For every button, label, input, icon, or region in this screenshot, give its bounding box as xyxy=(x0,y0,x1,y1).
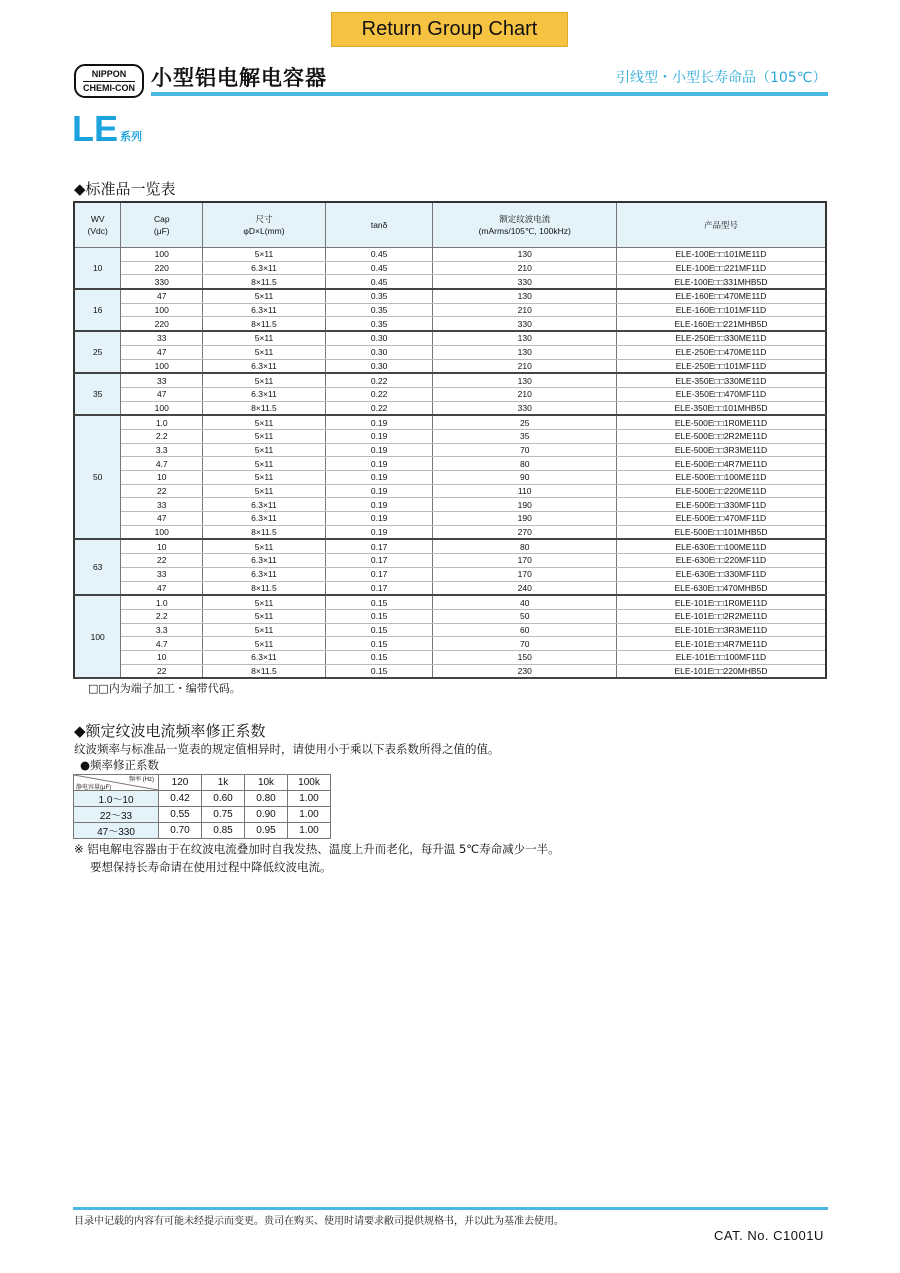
ripple-cell: 330 xyxy=(433,275,617,289)
freq-header-row xyxy=(74,775,331,791)
frequency-correction-table xyxy=(73,774,331,839)
part-number-cell: ELE-160E□□470ME11D xyxy=(616,289,826,303)
tan-cell: 0.17 xyxy=(325,567,433,581)
size-cell: 6.3×11 xyxy=(203,498,326,512)
cap-cell: 100 xyxy=(121,303,203,317)
freq-corner-cell xyxy=(74,775,159,791)
cap-cell: 33 xyxy=(121,567,203,581)
page-subtitle: 引线型・小型长寿命品（105℃） xyxy=(616,70,827,86)
freq-header: 1k xyxy=(202,775,245,791)
ripple-cell: 25 xyxy=(433,415,617,429)
cap-cell: 4.7 xyxy=(121,637,203,651)
tan-cell: 0.35 xyxy=(325,303,433,317)
freq-value: 0.55 xyxy=(159,807,202,823)
table-row xyxy=(74,581,826,595)
table-row xyxy=(74,554,826,568)
ripple-cell: 40 xyxy=(433,595,617,609)
ripple-warning-line2: 要想保持长寿命请在使用过程中降低纹波电流。 xyxy=(90,860,332,874)
size-cell: 5×11 xyxy=(203,609,326,623)
cap-cell: 33 xyxy=(121,331,203,345)
tan-cell: 0.15 xyxy=(325,650,433,664)
header-cap: Cap (μF) xyxy=(121,202,203,248)
table-row xyxy=(74,609,826,623)
cap-cell: 47 xyxy=(121,289,203,303)
cap-cell: 10 xyxy=(121,650,203,664)
part-number-cell: ELE-250E□□470ME11D xyxy=(616,345,826,359)
table-row xyxy=(74,498,826,512)
freq-row-label: 22～33 xyxy=(74,807,159,823)
table-row xyxy=(74,317,826,331)
table-row xyxy=(74,457,826,471)
size-cell: 5×11 xyxy=(203,623,326,637)
part-number-cell: ELE-101E□□3R3ME11D xyxy=(616,623,826,637)
ripple-cell: 60 xyxy=(433,623,617,637)
part-number-cell: ELE-101E□□220MHB5D xyxy=(616,664,826,678)
part-number-cell: ELE-500E□□330MF11D xyxy=(616,498,826,512)
tan-cell: 0.22 xyxy=(325,373,433,387)
tan-cell: 0.19 xyxy=(325,512,433,526)
table-row xyxy=(74,664,826,678)
freq-value: 0.42 xyxy=(159,791,202,807)
size-cell: 5×11 xyxy=(203,331,326,345)
ripple-cell: 35 xyxy=(433,429,617,443)
header-size: 尺寸 φD×L(mm) xyxy=(203,202,326,248)
tan-cell: 0.19 xyxy=(325,484,433,498)
size-cell: 8×11.5 xyxy=(203,581,326,595)
part-number-cell: ELE-500E□□101MHB5D xyxy=(616,525,826,539)
freq-row-label: 47～330 xyxy=(74,823,159,839)
part-number-cell: ELE-250E□□101MF11D xyxy=(616,359,826,373)
size-cell: 5×11 xyxy=(203,345,326,359)
tan-cell: 0.30 xyxy=(325,345,433,359)
ripple-cell: 150 xyxy=(433,650,617,664)
ripple-cell: 130 xyxy=(433,331,617,345)
freq-row xyxy=(74,791,331,807)
tan-cell: 0.30 xyxy=(325,331,433,345)
wv-cell: 25 xyxy=(74,331,121,373)
wv-cell: 16 xyxy=(74,289,121,331)
ripple-cell: 210 xyxy=(433,261,617,275)
table-row xyxy=(74,650,826,664)
freq-value: 0.90 xyxy=(245,807,288,823)
part-number-cell: ELE-630E□□330MF11D xyxy=(616,567,826,581)
tan-cell: 0.17 xyxy=(325,539,433,553)
standard-list-title: ◆标准品一览表 xyxy=(74,180,176,198)
cap-cell: 220 xyxy=(121,261,203,275)
logo-line2: CHEMI-CON xyxy=(83,82,135,93)
freq-value: 1.00 xyxy=(288,823,331,839)
table-row xyxy=(74,443,826,457)
cap-cell: 47 xyxy=(121,345,203,359)
size-cell: 8×11.5 xyxy=(203,317,326,331)
cap-cell: 1.0 xyxy=(121,415,203,429)
table-row xyxy=(74,471,826,485)
ripple-cell: 210 xyxy=(433,303,617,317)
tan-cell: 0.15 xyxy=(325,623,433,637)
freq-row xyxy=(74,823,331,839)
size-cell: 5×11 xyxy=(203,373,326,387)
table-row xyxy=(74,567,826,581)
size-cell: 6.3×11 xyxy=(203,303,326,317)
freq-header: 100k xyxy=(288,775,331,791)
table-header-row xyxy=(74,202,826,248)
table-row xyxy=(74,359,826,373)
table-row xyxy=(74,401,826,415)
size-cell: 5×11 xyxy=(203,289,326,303)
tan-cell: 0.15 xyxy=(325,664,433,678)
freq-value: 0.60 xyxy=(202,791,245,807)
wv-cell: 100 xyxy=(74,595,121,678)
size-cell: 5×11 xyxy=(203,637,326,651)
table-row xyxy=(74,595,826,609)
ripple-cell: 110 xyxy=(433,484,617,498)
ripple-description: 纹波频率与标准品一览表的规定值相异时，请使用小于乘以下表系数所得之值的值。 xyxy=(74,742,500,756)
size-cell: 5×11 xyxy=(203,415,326,429)
series-name: LE xyxy=(72,108,119,149)
part-number-cell: ELE-101E□□2R2ME11D xyxy=(616,609,826,623)
header-wv: WV (Vdc) xyxy=(74,202,121,248)
tan-cell: 0.35 xyxy=(325,317,433,331)
size-cell: 5×11 xyxy=(203,539,326,553)
ripple-cell: 210 xyxy=(433,387,617,401)
nippon-chemi-con-logo xyxy=(74,64,144,98)
part-number-cell: ELE-350E□□330ME11D xyxy=(616,373,826,387)
part-number-cell: ELE-500E□□2R2ME11D xyxy=(616,429,826,443)
tan-cell: 0.19 xyxy=(325,457,433,471)
freq-value: 0.95 xyxy=(245,823,288,839)
size-cell: 5×11 xyxy=(203,248,326,262)
tan-cell: 0.17 xyxy=(325,581,433,595)
freq-value: 1.00 xyxy=(288,791,331,807)
part-number-cell: ELE-500E□□3R3ME11D xyxy=(616,443,826,457)
table-row xyxy=(74,429,826,443)
table-row xyxy=(74,248,826,262)
ripple-cell: 330 xyxy=(433,401,617,415)
size-cell: 5×11 xyxy=(203,443,326,457)
part-number-cell: ELE-160E□□101MF11D xyxy=(616,303,826,317)
table-row xyxy=(74,373,826,387)
cap-cell: 3.3 xyxy=(121,623,203,637)
header-ripple: 额定纹波电流 (mArms/105℃, 100kHz) xyxy=(433,202,617,248)
ripple-cell: 90 xyxy=(433,471,617,485)
freq-row-label: 1.0～10 xyxy=(74,791,159,807)
tan-cell: 0.45 xyxy=(325,248,433,262)
table-row xyxy=(74,331,826,345)
ripple-cell: 190 xyxy=(433,512,617,526)
wv-cell: 35 xyxy=(74,373,121,415)
part-number-cell: ELE-350E□□101MHB5D xyxy=(616,401,826,415)
cap-cell: 1.0 xyxy=(121,595,203,609)
series-suffix: 系列 xyxy=(120,130,142,143)
part-number-cell: ELE-100E□□221MF11D xyxy=(616,261,826,275)
size-cell: 8×11.5 xyxy=(203,401,326,415)
tan-cell: 0.19 xyxy=(325,498,433,512)
tan-cell: 0.19 xyxy=(325,525,433,539)
ripple-section-title: ◆额定纹波电流频率修正系数 xyxy=(74,722,266,740)
part-number-cell: ELE-101E□□100MF11D xyxy=(616,650,826,664)
size-cell: 5×11 xyxy=(203,429,326,443)
size-cell: 5×11 xyxy=(203,484,326,498)
ripple-cell: 170 xyxy=(433,567,617,581)
page-title: 小型铝电解电容器 xyxy=(151,66,327,90)
table-row xyxy=(74,415,826,429)
table-row xyxy=(74,387,826,401)
tan-cell: 0.19 xyxy=(325,471,433,485)
size-cell: 6.3×11 xyxy=(203,567,326,581)
table-row xyxy=(74,303,826,317)
size-cell: 6.3×11 xyxy=(203,650,326,664)
cap-cell: 33 xyxy=(121,498,203,512)
ripple-cell: 130 xyxy=(433,248,617,262)
cap-cell: 47 xyxy=(121,581,203,595)
table-row xyxy=(74,275,826,289)
tan-cell: 0.30 xyxy=(325,359,433,373)
part-number-cell: ELE-500E□□4R7ME11D xyxy=(616,457,826,471)
cap-cell: 22 xyxy=(121,554,203,568)
wv-cell: 50 xyxy=(74,415,121,539)
size-cell: 5×11 xyxy=(203,471,326,485)
cap-cell: 10 xyxy=(121,539,203,553)
freq-value: 0.70 xyxy=(159,823,202,839)
freq-value: 0.80 xyxy=(245,791,288,807)
tan-cell: 0.15 xyxy=(325,637,433,651)
part-number-cell: ELE-250E□□330ME11D xyxy=(616,331,826,345)
tan-cell: 0.22 xyxy=(325,387,433,401)
tan-cell: 0.15 xyxy=(325,595,433,609)
header-part-number: 产品型号 xyxy=(616,202,826,248)
ripple-cell: 70 xyxy=(433,443,617,457)
ripple-cell: 190 xyxy=(433,498,617,512)
cap-cell: 330 xyxy=(121,275,203,289)
ripple-cell: 170 xyxy=(433,554,617,568)
freq-value: 0.85 xyxy=(202,823,245,839)
cap-cell: 22 xyxy=(121,664,203,678)
ripple-cell: 80 xyxy=(433,539,617,553)
ripple-cell: 130 xyxy=(433,373,617,387)
part-number-cell: ELE-350E□□470MF11D xyxy=(616,387,826,401)
size-cell: 6.3×11 xyxy=(203,359,326,373)
standard-products-table xyxy=(73,201,827,679)
size-cell: 6.3×11 xyxy=(203,554,326,568)
ripple-cell: 50 xyxy=(433,609,617,623)
part-number-cell: ELE-630E□□470MHB5D xyxy=(616,581,826,595)
size-cell: 6.3×11 xyxy=(203,512,326,526)
size-cell: 8×11.5 xyxy=(203,664,326,678)
part-number-cell: ELE-500E□□100ME11D xyxy=(616,471,826,485)
part-number-cell: ELE-101E□□4R7ME11D xyxy=(616,637,826,651)
freq-header: 120 xyxy=(159,775,202,791)
tan-cell: 0.35 xyxy=(325,289,433,303)
tan-cell: 0.45 xyxy=(325,275,433,289)
part-number-cell: ELE-500E□□470MF11D xyxy=(616,512,826,526)
table-row xyxy=(74,512,826,526)
cap-cell: 100 xyxy=(121,248,203,262)
cap-cell: 3.3 xyxy=(121,443,203,457)
cap-cell: 47 xyxy=(121,512,203,526)
catalog-number: CAT. No. C1001U xyxy=(714,1228,824,1243)
cap-cell: 2.2 xyxy=(121,429,203,443)
size-cell: 5×11 xyxy=(203,595,326,609)
ripple-cell: 130 xyxy=(433,345,617,359)
cap-cell: 10 xyxy=(121,471,203,485)
table-row xyxy=(74,345,826,359)
ripple-cell: 240 xyxy=(433,581,617,595)
part-number-cell: ELE-101E□□1R0ME11D xyxy=(616,595,826,609)
size-cell: 6.3×11 xyxy=(203,387,326,401)
wv-cell: 63 xyxy=(74,539,121,595)
corner-cap-label: 静电容量(μF) xyxy=(76,785,112,791)
part-number-cell: ELE-500E□□220ME11D xyxy=(616,484,826,498)
title-underline xyxy=(151,92,828,96)
size-cell: 5×11 xyxy=(203,457,326,471)
freq-value: 1.00 xyxy=(288,807,331,823)
footer-divider xyxy=(73,1207,828,1210)
ripple-cell: 80 xyxy=(433,457,617,471)
cap-cell: 4.7 xyxy=(121,457,203,471)
cap-cell: 100 xyxy=(121,359,203,373)
wv-cell: 10 xyxy=(74,248,121,290)
frequency-table-title: ●频率修正系数 xyxy=(80,758,160,772)
part-number-cell: ELE-630E□□220MF11D xyxy=(616,554,826,568)
footer-disclaimer: 目录中记载的内容有可能未经提示而变更。贵司在购买、使用时请要求敝司提供规格书，并以此为基准去使用。 xyxy=(74,1216,564,1227)
table-row xyxy=(74,484,826,498)
part-number-cell: ELE-500E□□1R0ME11D xyxy=(616,415,826,429)
tan-cell: 0.17 xyxy=(325,554,433,568)
ripple-cell: 70 xyxy=(433,637,617,651)
table-row xyxy=(74,637,826,651)
terminal-code-note: □□内为端子加工・编带代码。 xyxy=(88,682,241,695)
freq-row xyxy=(74,807,331,823)
part-number-cell: ELE-160E□□221MHB5D xyxy=(616,317,826,331)
corner-freq-label: 频率 (Hz) xyxy=(129,777,154,783)
tan-cell: 0.22 xyxy=(325,401,433,415)
part-number-cell: ELE-100E□□331MHB5D xyxy=(616,275,826,289)
ripple-cell: 130 xyxy=(433,289,617,303)
return-group-chart-button[interactable]: Return Group Chart xyxy=(331,12,568,47)
cap-cell: 100 xyxy=(121,401,203,415)
header-tan: tanδ xyxy=(325,202,433,248)
ripple-cell: 270 xyxy=(433,525,617,539)
tan-cell: 0.15 xyxy=(325,609,433,623)
table-row xyxy=(74,539,826,553)
size-cell: 6.3×11 xyxy=(203,261,326,275)
cap-cell: 100 xyxy=(121,525,203,539)
part-number-cell: ELE-100E□□101ME11D xyxy=(616,248,826,262)
cap-cell: 33 xyxy=(121,373,203,387)
size-cell: 8×11.5 xyxy=(203,525,326,539)
table-row xyxy=(74,525,826,539)
tan-cell: 0.45 xyxy=(325,261,433,275)
ripple-cell: 330 xyxy=(433,317,617,331)
ripple-warning-line1: ※ 铝电解电容器由于在纹波电流叠加时自我发热、温度上升而老化，每升温 5℃寿命减少一半。 xyxy=(74,842,560,856)
logo-divider xyxy=(83,81,135,82)
ripple-cell: 210 xyxy=(433,359,617,373)
cap-cell: 220 xyxy=(121,317,203,331)
table-row xyxy=(74,289,826,303)
table-row xyxy=(74,261,826,275)
freq-header: 10k xyxy=(245,775,288,791)
tan-cell: 0.19 xyxy=(325,415,433,429)
cap-cell: 2.2 xyxy=(121,609,203,623)
part-number-cell: ELE-630E□□100ME11D xyxy=(616,539,826,553)
freq-value: 0.75 xyxy=(202,807,245,823)
cap-cell: 47 xyxy=(121,387,203,401)
tan-cell: 0.19 xyxy=(325,429,433,443)
size-cell: 8×11.5 xyxy=(203,275,326,289)
cap-cell: 22 xyxy=(121,484,203,498)
logo-line1: NIPPON xyxy=(91,68,127,79)
ripple-cell: 230 xyxy=(433,664,617,678)
tan-cell: 0.19 xyxy=(325,443,433,457)
table-row xyxy=(74,623,826,637)
